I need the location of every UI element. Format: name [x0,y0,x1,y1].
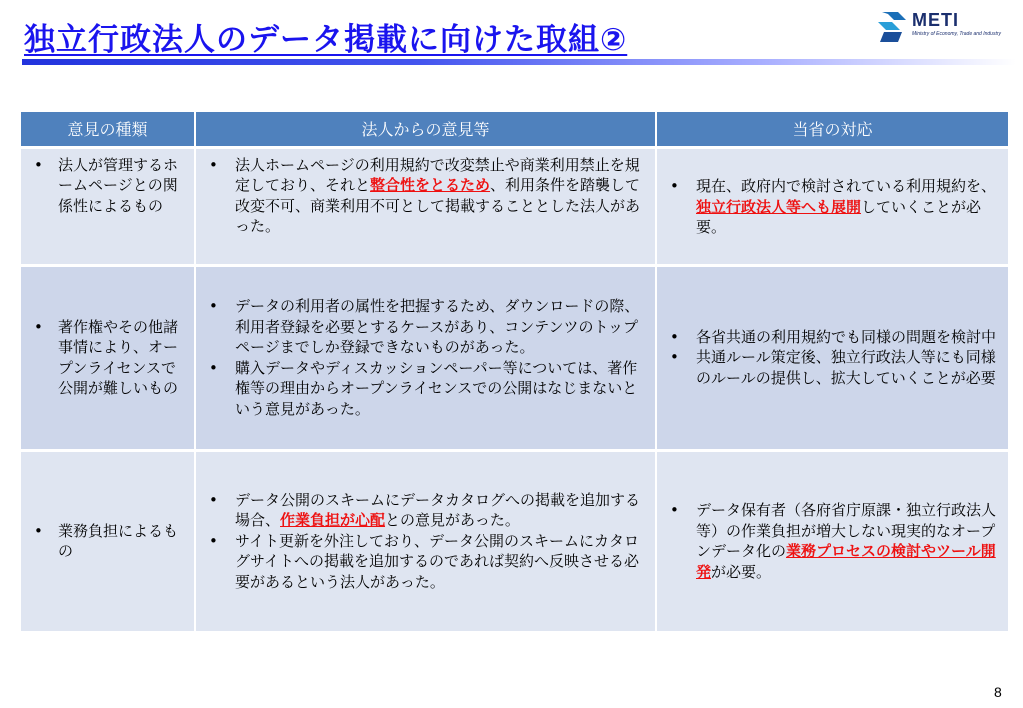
opinions-table [21,112,1008,634]
list-item: • 著作権やその他諸事情により、オープンライセンスで公開が難しいもの [27,317,188,399]
list-item [202,155,649,237]
highlight-text: 整合性をとるため [370,176,491,194]
list-item: • 共通ルール策定後、独立行政法人等にも同様のルールの提供し、拡大していくことが必要 [663,347,1002,388]
list-item [663,500,1002,582]
list-item: • 法人が管理するホームページとの関係性によるもの [27,155,188,217]
page-number: 8 [994,684,1002,700]
list-item: • 購入データやディスカッションペーパー等については、著作権等の理由からオープンライセンスでの公開はなじまないという意見があった。 [202,358,649,420]
highlight-text: 独立行政法人等へも展開 [696,197,862,216]
list-item [663,176,1002,238]
list-item: • サイト更新を外注しており、データ公開のスキームにカタログサイトへの掲載を追加するのであれば契約へ反映させる必要があるという法人があった。 [202,531,649,593]
highlight-text: 業務プロセスの検討やツール開発 [696,542,996,581]
opinion-text: データ公開のスキームにデータカタログへの掲載を追加する場合、 [235,490,641,530]
meti-logo-icon [876,10,908,44]
response-text: データ保有者（各府省庁原課・独立行政法人等）の作業負担が増大しない現実的なオープンデータ化の [696,501,997,560]
opinion-type-cell [21,147,195,265]
header-corporate-opinions: 法人からの意見等 [195,112,656,147]
list-item: • 各省共通の利用規約でも同様の問題を検討中 [663,327,1002,348]
response-cell [656,147,1008,265]
highlight-text: 作業負担が心配 [280,511,386,530]
response-text: 現在、政府内で検討されている利用規約を、 [696,177,997,196]
response-text: していくことが必要。 [696,197,982,237]
logo-subtitle: Ministry of Economy, Trade and Industry [912,31,1002,37]
meti-logo [876,10,1011,46]
opinion-text: との意見があった。 [385,511,520,530]
opinion-text: 法人ホームページの利用規約で改変禁止や商業利用禁止を規定しており、それと [235,155,640,194]
table-header-row [21,112,1008,147]
list-item [202,490,649,531]
opinion-type-cell [21,450,195,632]
header-opinion-type: 意見の種類 [21,112,195,147]
opinions-cell [195,147,656,265]
response-cell [656,450,1008,632]
opinion-type-cell [21,265,195,450]
opinions-cell [195,450,656,632]
title-underline-rule [22,59,1016,65]
table-row [21,450,1008,632]
response-text: が必要。 [711,562,772,581]
opinion-text: 、利用条件を踏襲して改変不可、商業利用不可として掲載することとした法人があった。 [235,176,641,235]
list-item: • 業務負担によるもの [27,521,188,562]
list-item: • データの利用者の属性を把握するため、ダウンロードの際、利用者登録を必要とするケースがあり、コンテンツのトップページまでしか登録できないものがあった。 [202,296,649,358]
header-ministry-response: 当省の対応 [656,112,1008,147]
response-cell [656,265,1008,450]
table-row [21,265,1008,450]
opinions-cell [195,265,656,450]
table-row [21,147,1008,265]
page-title: 独立行政法人のデータ掲載に向けた取組② [24,22,628,58]
logo-name: METI [912,10,959,30]
